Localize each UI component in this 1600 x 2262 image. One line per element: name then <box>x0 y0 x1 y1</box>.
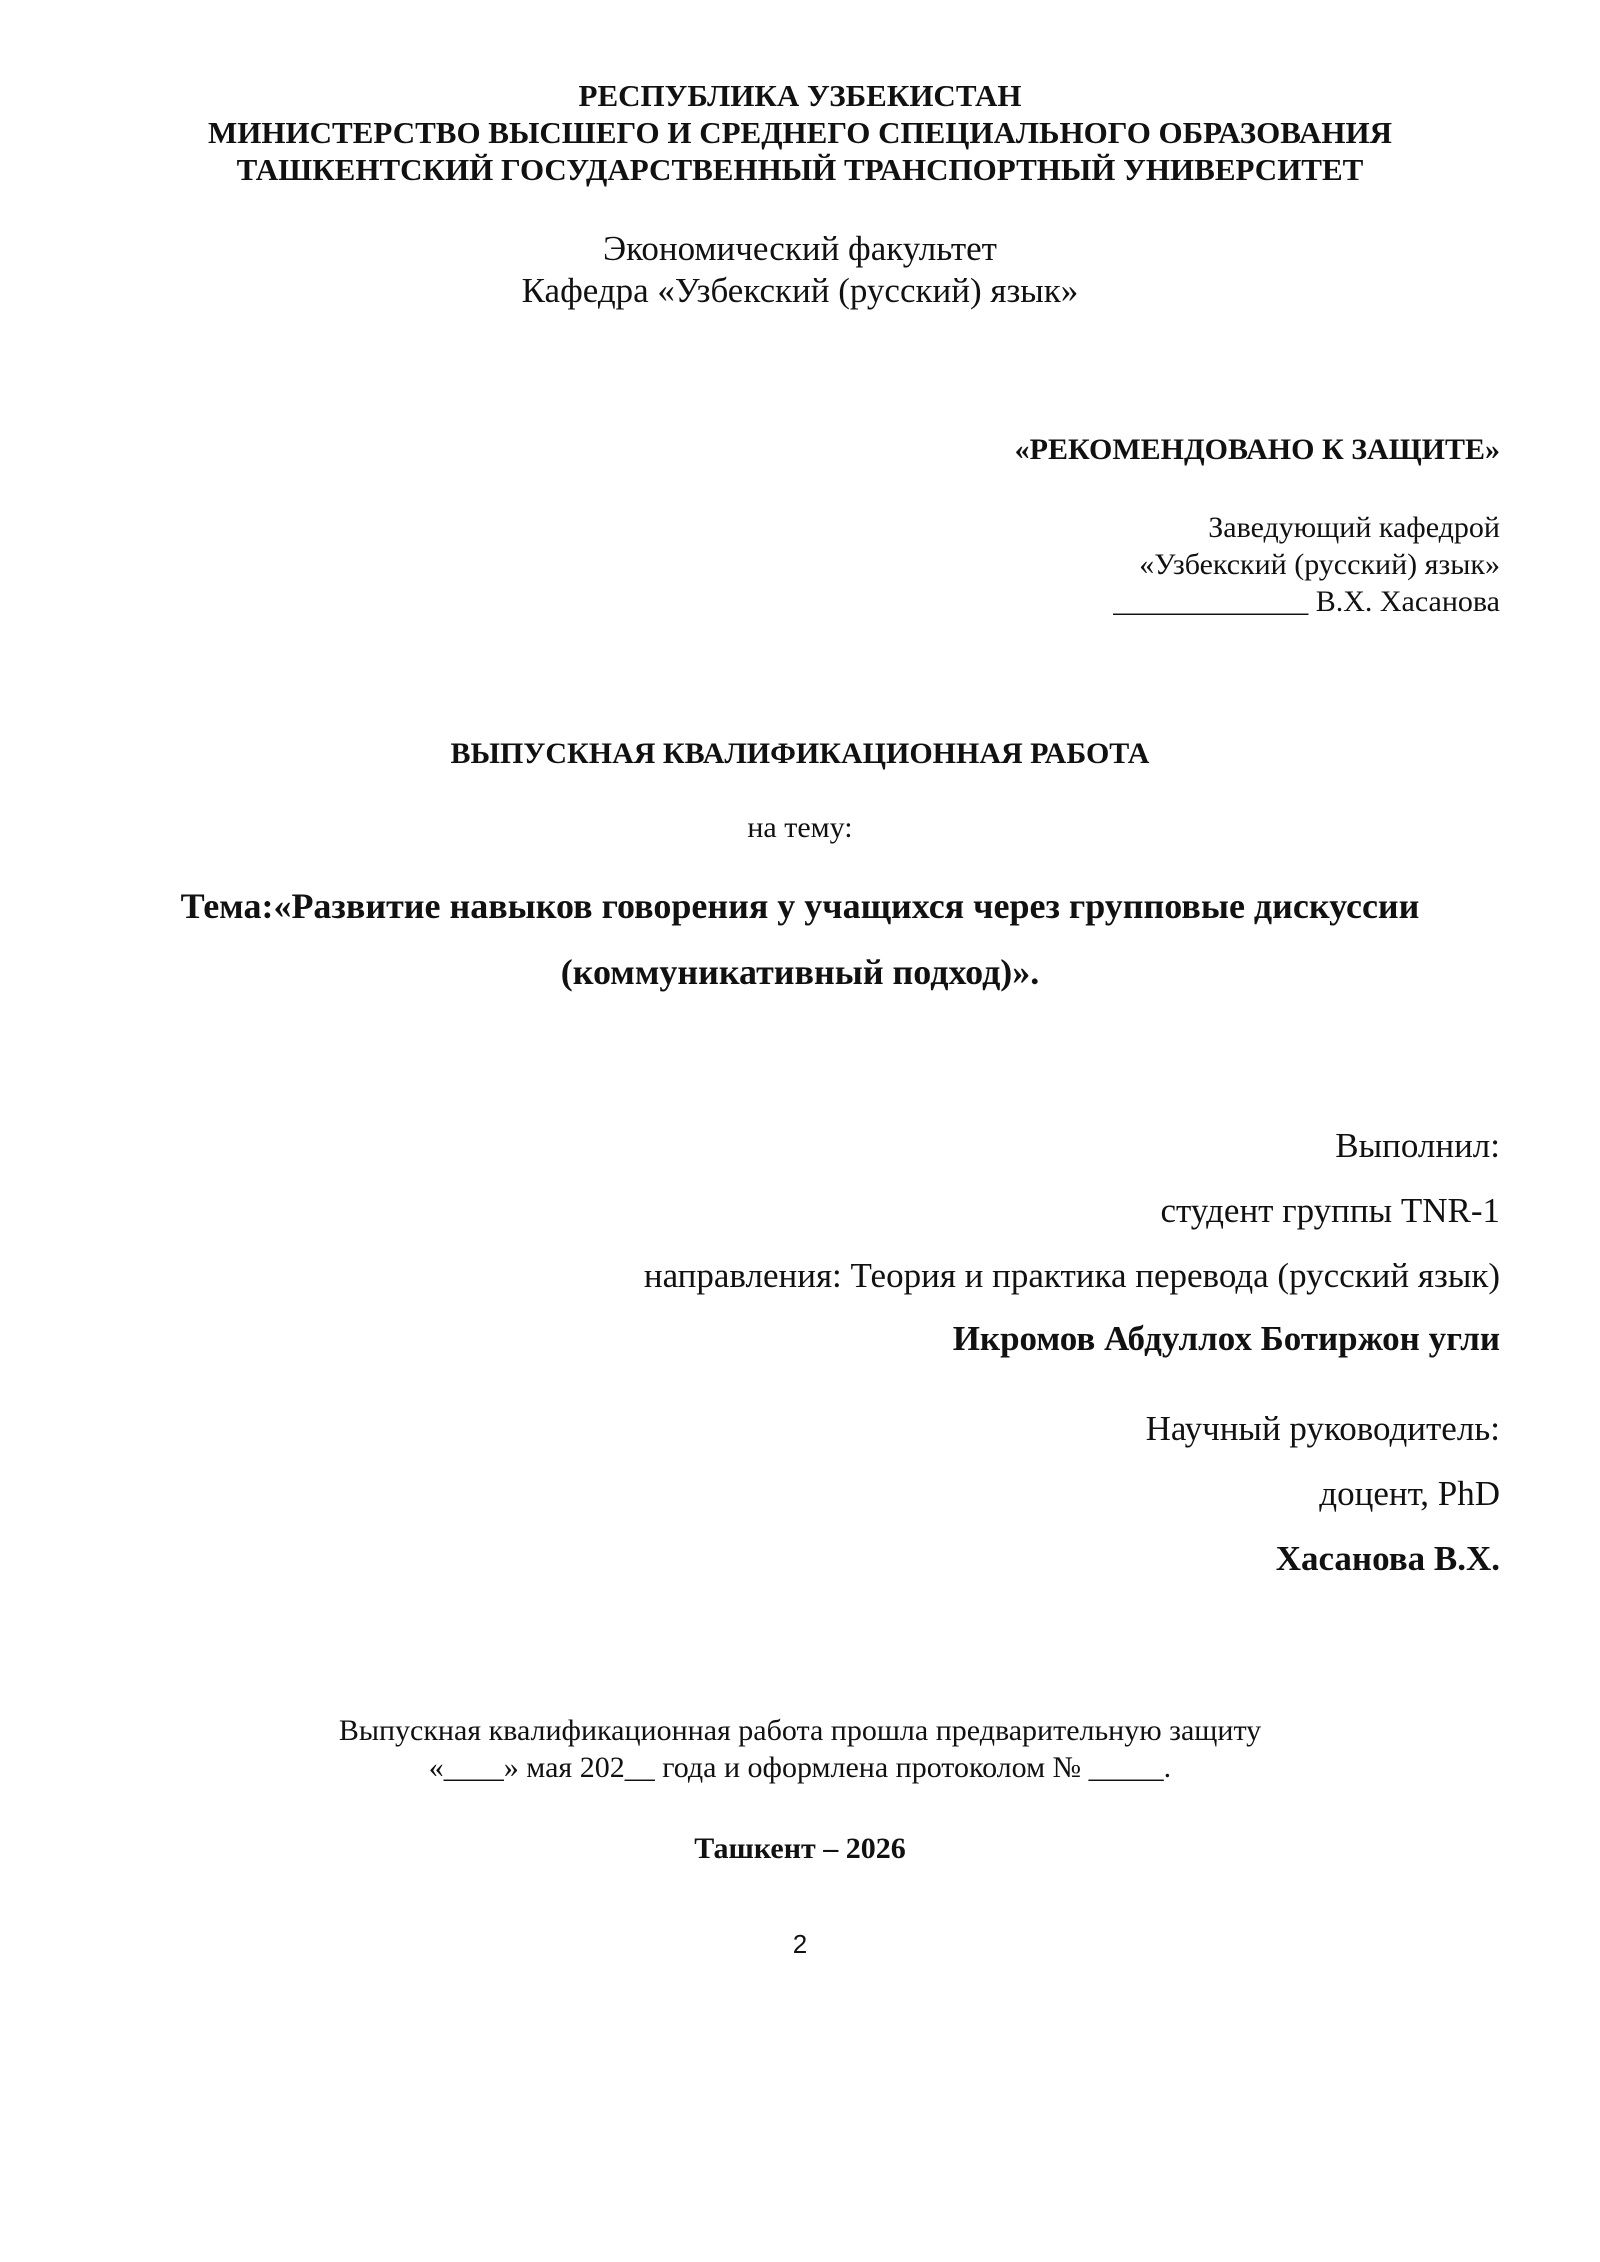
recommended-stamp: «РЕКОМЕНДОВАНО К ЗАЩИТЕ» <box>1014 433 1500 466</box>
ministry-heading: МИНИСТЕРСТВО ВЫСШЕГО И СРЕДНЕГО СПЕЦИАЛЬНОГО ОБРАЗОВАНИЯ <box>208 115 1392 150</box>
performed-label: Выполнил: <box>1335 1126 1500 1165</box>
head-title: Заведующий кафедрой <box>1208 511 1500 544</box>
head-department: «Узбекский (русский) язык» <box>1139 548 1500 581</box>
supervisor-degree: доцент, PhD <box>1319 1474 1500 1513</box>
supervisor-label: Научный руководитель: <box>1145 1409 1500 1448</box>
topic-line-1: Тема:«Развитие навыков говорения у учащихся через групповые дискуссии <box>180 886 1420 926</box>
head-signature-line: _____________ В.Х. Хасанова <box>1113 585 1500 618</box>
author-name: Икромов Абдуллох Ботиржон угли <box>952 1319 1500 1358</box>
country-heading: РЕСПУБЛИКА УЗБЕКИСТАН <box>578 78 1022 113</box>
defense-note-line-1: Выпускная квалификационная работа прошла предварительную защиту <box>338 1714 1262 1747</box>
page-number: 2 <box>792 1929 808 1959</box>
faculty-name: Экономический факультет <box>603 229 997 268</box>
work-type-title: ВЫПУСКНАЯ КВАЛИФИКАЦИОННАЯ РАБОТА <box>450 737 1150 770</box>
defense-note-line-2: «____» мая 202__ года и оформлена протоколом № _____. <box>428 1751 1172 1784</box>
department-name: Кафедра «Узбекский (русский) язык» <box>521 271 1079 310</box>
topic-line-2: (коммуникативный подход)». <box>560 952 1040 992</box>
on-topic-label: на тему: <box>747 811 853 844</box>
student-group: студент группы TNR-1 <box>1160 1191 1500 1230</box>
university-heading: ТАШКЕНТСКИЙ ГОСУДАРСТВЕННЫЙ ТРАНСПОРТНЫЙ УНИВЕРСИТЕТ <box>236 152 1364 187</box>
supervisor-name: Хасанова В.Х. <box>1275 1539 1500 1578</box>
city-year: Ташкент – 2026 <box>694 1832 906 1865</box>
study-direction: направления: Теория и практика перевода (русский язык) <box>643 1256 1500 1295</box>
